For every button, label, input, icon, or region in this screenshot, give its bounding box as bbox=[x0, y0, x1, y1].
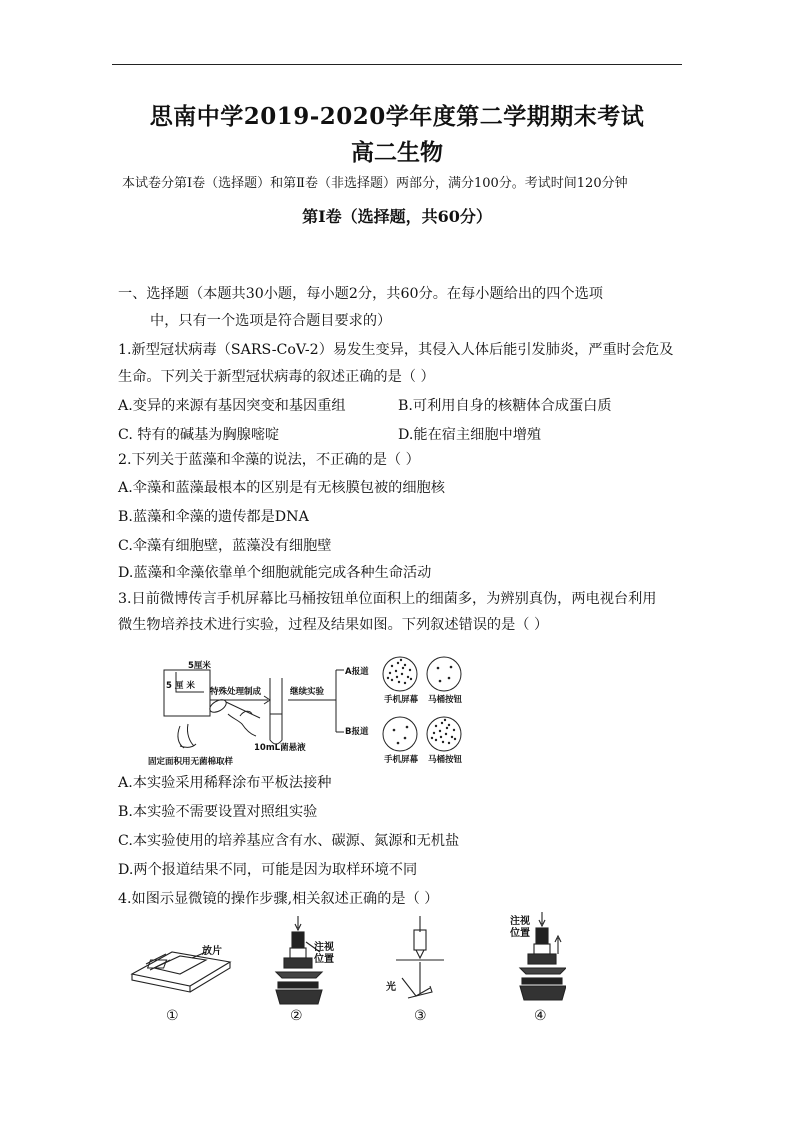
q2-option-d: D.蓝藻和伞藻依靠单个细胞就能完成各种生命活动 bbox=[118, 565, 432, 581]
label-place-slide: 放片 bbox=[202, 946, 222, 957]
label-watch-pos-4b: 位置 bbox=[510, 928, 530, 939]
label-phone-b: 手机屏幕 bbox=[384, 755, 419, 765]
plate-a-phone bbox=[383, 657, 417, 691]
part-heading-1: 一、选择题（本题共30小题，每小题2分，共60分。在每小题给出的四个选项 bbox=[118, 286, 603, 302]
q1-option-c: C. 特有的碱基为胸腺嘧啶 bbox=[118, 427, 280, 443]
step-number-4: ④ bbox=[534, 1008, 547, 1024]
q1-stem-1: 1.新型冠状病毒（SARS-CoV-2）易发生变异，其侵入人体后能引发肺炎，严重时会危及 bbox=[118, 342, 674, 358]
q2-option-c: C.伞藻有细胞壁，蓝藻没有细胞壁 bbox=[118, 538, 332, 554]
part-heading-2: 中，只有一个选项是符合题目要求的） bbox=[150, 313, 392, 329]
label-phone-a: 手机屏幕 bbox=[384, 695, 419, 705]
q1-option-d: D.能在宿主细胞中增殖 bbox=[398, 427, 542, 443]
q4-stem: 4.如图示显微镜的操作步骤,相关叙述正确的是（ ） bbox=[118, 891, 439, 907]
q3-option-a: A.本实验采用稀释涂布平板法接种 bbox=[118, 775, 332, 791]
exam-intro: 本试卷分第Ⅰ卷（选择题）和第Ⅱ卷（非选择题）两部分，满分100分。考试时间120分钟 bbox=[122, 176, 628, 191]
swab-stick bbox=[226, 702, 260, 718]
q4-figure bbox=[126, 912, 566, 1028]
stage-slide-icon bbox=[132, 952, 230, 992]
label-report-b: B报道 bbox=[345, 727, 369, 737]
label-toilet-b: 马桶按钮 bbox=[428, 755, 463, 765]
label-step1: 特殊处理制成 bbox=[210, 687, 262, 697]
label-tube: 10mL菌悬液 bbox=[254, 743, 306, 753]
label-size-top: 5厘米 bbox=[188, 661, 211, 671]
label-step2: 继续实验 bbox=[290, 687, 325, 697]
plate-b-phone bbox=[383, 717, 417, 751]
label-swab: 固定面积用无菌棉取样 bbox=[148, 757, 234, 767]
q3-stem-1: 3.日前微博传言手机屏幕比马桶按钮单位面积上的细菌多，为辨别真伪，两电视台利用 bbox=[118, 591, 657, 607]
step-number-3: ③ bbox=[414, 1008, 427, 1024]
exam-subject: 高二生物 bbox=[351, 139, 443, 166]
exam-title: 思南中学2019-2020学年度第二学期期末考试 bbox=[149, 103, 645, 130]
q2-stem: 2.下列关于蓝藻和伞藻的说法，不正确的是（ ） bbox=[118, 452, 420, 468]
q1-option-a: A.变异的来源有基因突变和基因重组 bbox=[118, 398, 346, 414]
q1-stem-2: 生命。下列关于新型冠状病毒的叙述正确的是（ ） bbox=[118, 369, 435, 385]
q3-option-c: C.本实验使用的培养基应含有水、碳源、氮源和无机盐 bbox=[118, 833, 460, 849]
label-watch-pos-4a: 注视 bbox=[510, 916, 530, 927]
plate-b-toilet bbox=[427, 717, 461, 751]
label-report-a: A报道 bbox=[345, 667, 369, 677]
label-watch-pos-2b: 位置 bbox=[314, 954, 334, 965]
step-number-2: ② bbox=[290, 1008, 303, 1024]
test-tube-icon bbox=[270, 678, 282, 744]
label-toilet-a: 马桶按钮 bbox=[428, 695, 463, 705]
q3-option-b: B.本实验不需要设置对照组实验 bbox=[118, 804, 318, 820]
header-rule bbox=[112, 64, 682, 65]
q3-option-d: D.两个报道结果不同，可能是因为取样环境不同 bbox=[118, 862, 418, 878]
q3-figure bbox=[140, 648, 480, 770]
light-path-icon bbox=[396, 916, 444, 998]
sample-area-box bbox=[164, 670, 210, 716]
q2-option-a: A.伞藻和蓝藻最根本的区别是有无核膜包被的细胞核 bbox=[118, 480, 445, 496]
q2-option-b: B.蓝藻和伞藻的遗传都是DNA bbox=[118, 509, 309, 525]
label-light: 光 bbox=[386, 982, 396, 993]
q1-option-b: B.可利用自身的核糖体合成蛋白质 bbox=[398, 398, 612, 414]
hand-right-icon bbox=[228, 711, 256, 736]
step-number-1: ① bbox=[166, 1008, 179, 1024]
section-title: 第Ⅰ卷（选择题，共60分） bbox=[302, 207, 492, 226]
hand-left-icon bbox=[178, 724, 196, 748]
plate-a-toilet bbox=[427, 657, 461, 691]
label-size-side: 5 厘 米 bbox=[166, 681, 195, 691]
label-watch-pos-2a: 注视 bbox=[314, 942, 334, 953]
q3-stem-2: 微生物培养技术进行实验，过程及结果如图。下列叙述错误的是（ ） bbox=[118, 617, 549, 633]
